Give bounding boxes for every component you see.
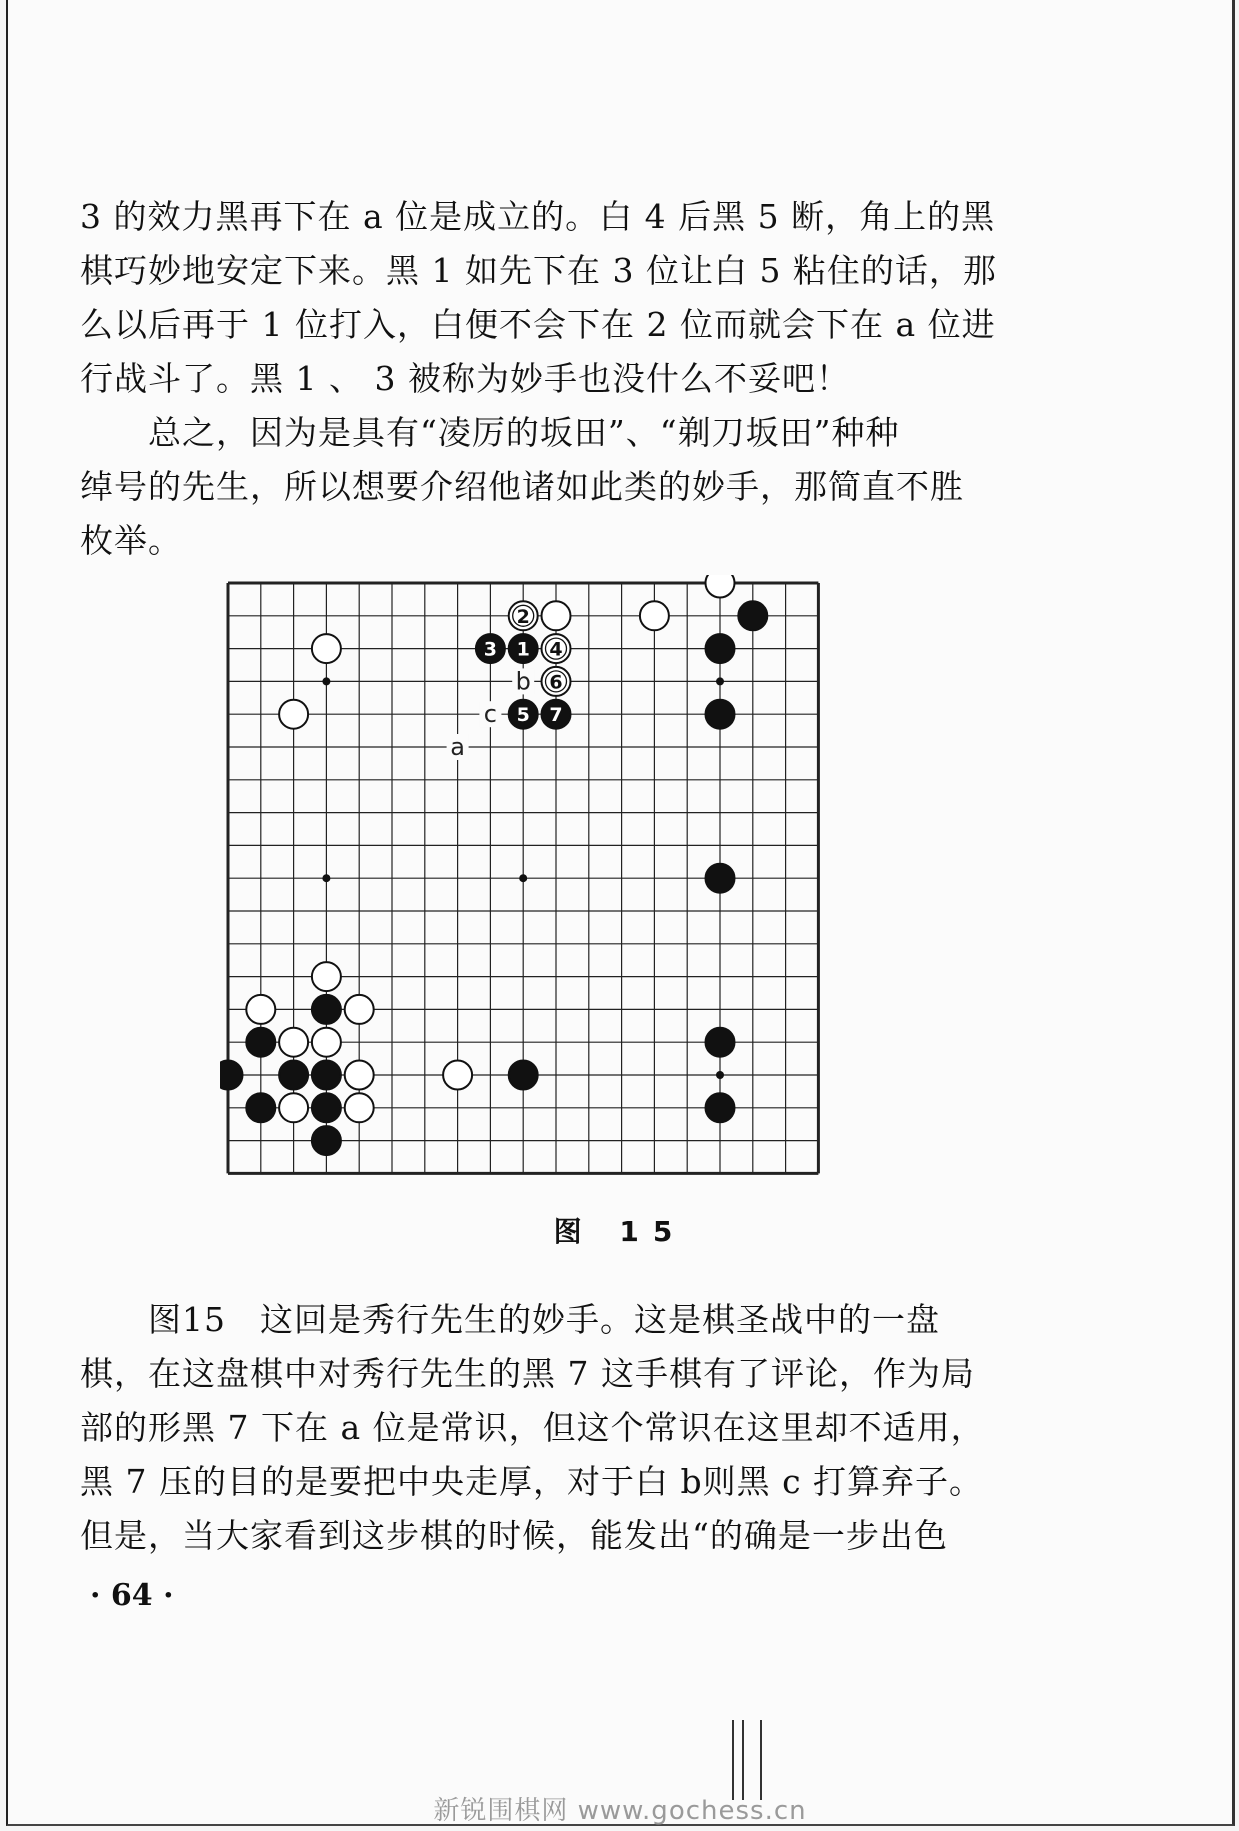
text-line: 黑 7 压的目的是要把中央走厚，对于白 b则黑 c 打算弃子。 [80, 1462, 984, 1501]
white-stone [279, 1028, 308, 1057]
black-stone [706, 864, 735, 893]
paragraph-1 [80, 190, 1010, 406]
white-stone [246, 995, 275, 1024]
binding-mark [742, 1720, 744, 1800]
black-stone [246, 1028, 275, 1057]
letter-mark: a [450, 733, 465, 761]
go-diagram [220, 575, 840, 1179]
black-stone [220, 1061, 243, 1090]
black-stone [312, 995, 341, 1024]
white-stone [312, 1028, 341, 1057]
text-line: 么以后再于 1 位打入，白便不会下在 2 位而就会下在 a 位进 [80, 305, 996, 344]
black-stone [706, 634, 735, 663]
text-line: 绰号的先生，所以想要介绍他诸如此类的妙手，那简直不胜 [80, 467, 964, 506]
move-number: 7 [549, 704, 563, 727]
text-line: 但是，当大家看到这步棋的时候，能发出“的确是一步出色 [80, 1516, 948, 1555]
go-board [220, 575, 840, 1175]
black-stone [509, 1061, 538, 1090]
white-stone [542, 601, 571, 630]
white-stone [312, 634, 341, 663]
black-stone [246, 1093, 275, 1122]
letter-mark: b [515, 667, 531, 696]
white-stone [312, 962, 341, 991]
move-number: 5 [516, 704, 530, 727]
move-number: 6 [549, 671, 563, 694]
watermark: 新锐围棋网 www.gochess.cn [433, 1796, 807, 1826]
black-stone [706, 1028, 735, 1057]
star-point [322, 677, 330, 685]
black-stone [706, 700, 735, 729]
letter-mark: c [483, 700, 498, 729]
move-number: 1 [516, 638, 530, 661]
white-stone [279, 700, 308, 729]
text-line: 棋巧妙地安定下来。黑 1 如先下在 3 位让白 5 粘住的话，那 [80, 251, 997, 290]
paragraph-2 [80, 406, 1010, 568]
black-stone [312, 1093, 341, 1122]
text-line: 枚举。 [80, 521, 182, 560]
binding-mark [732, 1720, 734, 1800]
white-stone [443, 1061, 472, 1090]
binding-mark [760, 1720, 762, 1800]
text-line: 棋，在这盘棋中对秀行先生的黑 7 这手棋有了评论，作为局 [80, 1354, 975, 1393]
move-number: 2 [516, 605, 530, 628]
book-page [6, 0, 1235, 1826]
black-stone [312, 1061, 341, 1090]
page-number: · 64 · [90, 1578, 174, 1613]
text-line: 行战斗了。黑 1 、 3 被称为妙手也没什么不妥吧！ [80, 359, 850, 398]
black-stone [706, 1093, 735, 1122]
black-stone [279, 1061, 308, 1090]
white-stone [706, 575, 735, 598]
white-stone [279, 1093, 308, 1122]
text-line: 图15 这回是秀行先生的妙手。这是棋圣战中的一盘 [80, 1300, 940, 1339]
move-number: 3 [483, 638, 498, 661]
star-point [322, 874, 330, 882]
text-line: 部的形黑 7 下在 a 位是常识，但这个常识在这里却不适用， [80, 1408, 985, 1447]
white-stone [345, 1061, 374, 1090]
text-line: 3 的效力黑再下在 a 位是成立的。白 4 后黑 5 断，角上的黑 [80, 197, 996, 236]
star-point [519, 874, 527, 882]
white-stone [345, 1093, 374, 1122]
white-stone [345, 995, 374, 1024]
star-point [716, 1071, 724, 1079]
black-stone [312, 1126, 341, 1155]
paragraph-3 [80, 1293, 1010, 1563]
text-line: 总之，因为是具有“凌厉的坂田”、“剃刀坂田”种种 [80, 413, 900, 452]
star-point [716, 677, 724, 685]
figure-caption: 图 15 [553, 1215, 687, 1248]
move-number: 4 [549, 638, 563, 661]
white-stone [640, 601, 669, 630]
black-stone [738, 601, 767, 630]
